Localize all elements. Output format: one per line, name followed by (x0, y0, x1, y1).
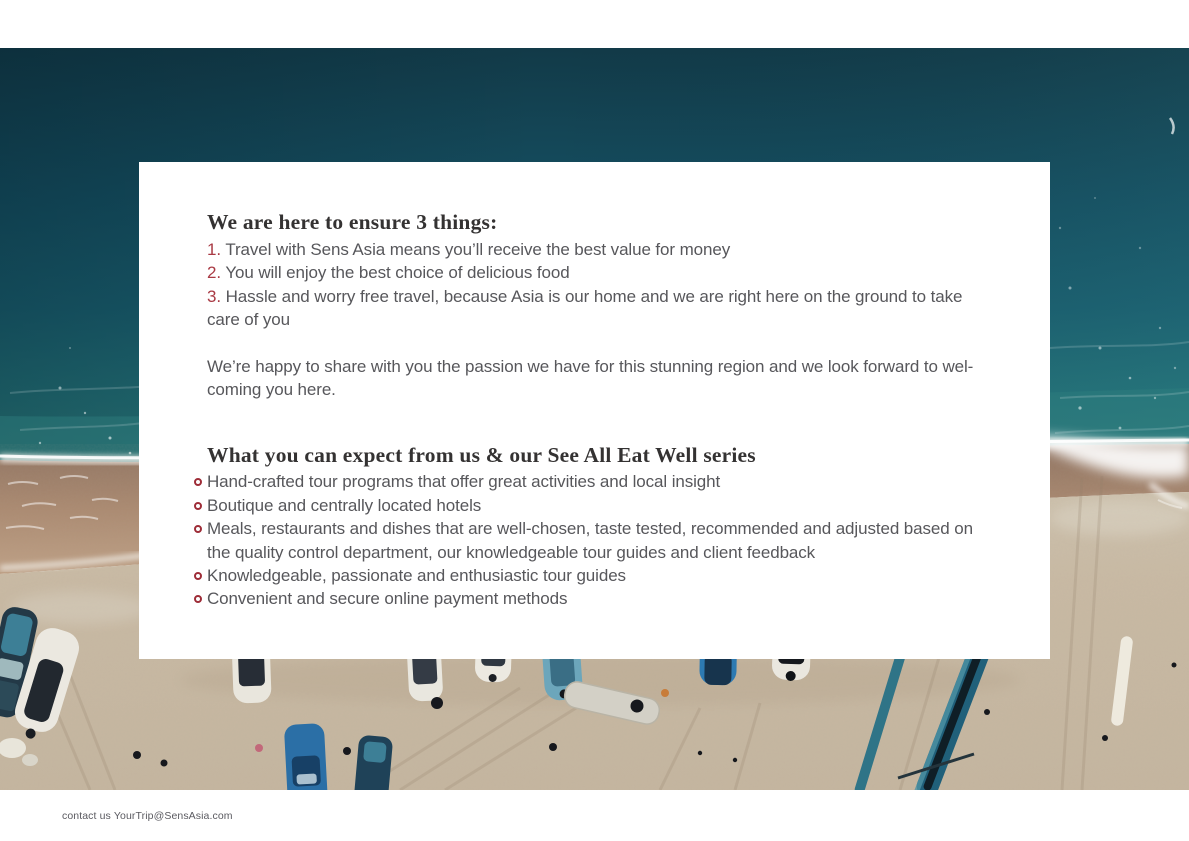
footer-contact-label: contact us (62, 810, 111, 822)
numbered-item-1 (207, 238, 988, 261)
expect-list (207, 470, 988, 610)
numbered-item-3 (207, 285, 988, 332)
intro-paragraph-line-1: We’re happy to share with you the passion we have for this stunning region and we look forward to wel- (207, 356, 974, 376)
list-item-text: Boutique and centrally located hotels (207, 495, 482, 515)
list-item (194, 564, 988, 587)
list-item (194, 517, 988, 564)
numbered-item-2-number: 2. (207, 263, 221, 283)
heading-expect: What you can expect from us & our See All Eat Well series (207, 443, 756, 468)
numbered-item-3-number: 3. (207, 286, 221, 306)
intro-paragraph-line-2: coming you here. (207, 380, 336, 400)
heading-ensure: We are here to ensure 3 things: (207, 210, 498, 234)
footer (62, 810, 233, 822)
list-item (194, 494, 988, 517)
numbered-item-2 (207, 261, 988, 284)
bullet-ring-icon (194, 525, 202, 533)
bullet-ring-icon (194, 572, 202, 580)
content-card (139, 162, 1050, 659)
numbered-item-2-text: You will enjoy the best choice of delicious food (225, 263, 570, 283)
list-item-text: Knowledgeable, passionate and enthusiastic tour guides (207, 566, 626, 586)
list-item-text: Meals, restaurants and dishes that are well-chosen, taste tested, recommended and adjusted based on the quality control department, our knowledgeable tour guides and client feedback (207, 519, 973, 562)
footer-email-link[interactable]: YourTrip@SensAsia.com (113, 810, 233, 822)
numbered-item-1-number: 1. (207, 240, 221, 259)
bullet-ring-icon (194, 595, 202, 603)
intro-paragraph (207, 355, 988, 402)
bullet-ring-icon (194, 502, 202, 510)
bullet-ring-icon (194, 478, 202, 486)
list-item-text: Hand-crafted tour programs that offer great activities and local insight (207, 472, 721, 492)
list-item (194, 587, 988, 610)
numbered-item-3-text: Hassle and worry free travel, because Asia is our home and we are right here on the ground to take care of you (207, 286, 963, 330)
list-item-text: Convenient and secure online payment methods (207, 589, 568, 609)
list-item (194, 470, 988, 493)
numbered-item-1-text: Travel with Sens Asia means you’ll receive the best value for money (225, 240, 731, 259)
